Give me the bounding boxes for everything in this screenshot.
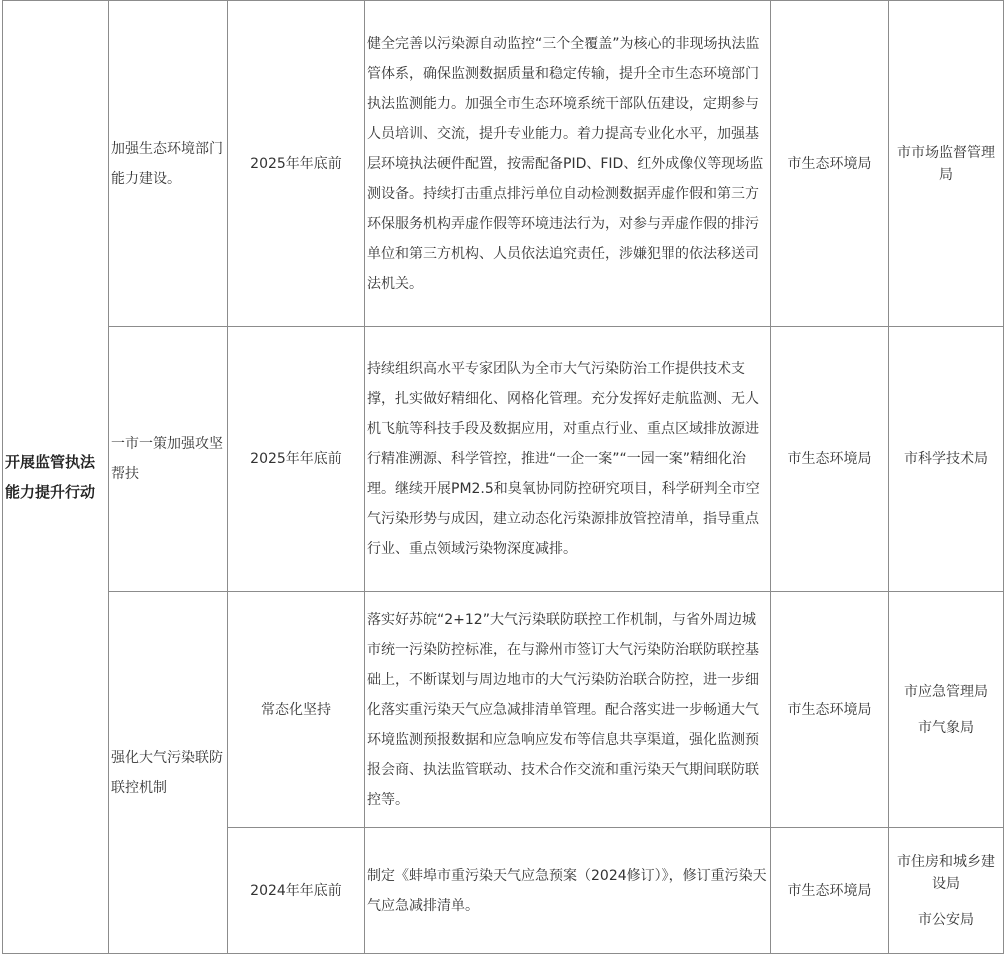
table-row	[3, 592, 1004, 828]
content-cell: 健全完善以污染源自动监控“三个全覆盖”为核心的非现场执法监管体系，确保监测数据质量和稳定传输，提升全市生态环境部门执法监测能力。加强全市生态环境系统干部队伍建设，定期参与人员培训、交流，提升专业能力。着力提高专业化水平，加强基层环境执法硬件配置，按需配备PID、FID、红外成像仪等现场监测设备。持续打击重点排污单位自动检测数据弄虚作假和第三方环保服务机构弄虚作假等环境违法行为，对参与弄虚作假的排污单位和第三方机构、人员依法追究责任，涉嫌犯罪的依法移送司法机关。	[365, 1, 771, 327]
deadline-cell: 2025年年底前	[228, 327, 365, 592]
coop-unit: 市公安局	[918, 911, 974, 928]
lead-unit-cell: 市生态环境局	[771, 828, 889, 954]
coop-unit: 市应急管理局	[904, 683, 988, 700]
task-cell: 强化大气污染联防联控机制	[109, 592, 228, 954]
category-cell: 开展监管执法能力提升行动	[3, 1, 109, 954]
table-row	[3, 327, 1004, 592]
lead-unit-cell: 市生态环境局	[771, 592, 889, 828]
deadline-cell: 2025年年底前	[228, 1, 365, 327]
action-table	[2, 0, 1004, 954]
lead-unit-cell: 市生态环境局	[771, 327, 889, 592]
coop-unit: 市气象局	[918, 719, 974, 736]
coop-unit: 市市场监督管理局	[897, 144, 995, 183]
table-row	[3, 1, 1004, 327]
lead-unit-cell: 市生态环境局	[771, 1, 889, 327]
content-cell: 制定《蚌埠市重污染天气应急预案（2024修订）》，修订重污染天气应急减排清单。	[365, 828, 771, 954]
content-cell: 持续组织高水平专家团队为全市大气污染防治工作提供技术支撑，扎实做好精细化、网格化管理。充分发挥好走航监测、无人机飞航等科技手段及数据应用，对重点行业、重点区域排放源进行精准溯源、科学管控，推进“一企一案”“一园一案”精细化治理。继续开展PM2.5和臭氧协同防控研究项目，科学研判全市空气污染形势与成因，建立动态化污染源排放管控清单，指导重点行业、重点领域污染物深度减排。	[365, 327, 771, 592]
coop-unit-cell	[889, 327, 1004, 592]
coop-unit: 市科学技术局	[904, 451, 988, 467]
task-cell: 加强生态环境部门能力建设。	[109, 1, 228, 327]
coop-unit-cell	[889, 828, 1004, 954]
deadline-cell: 2024年年底前	[228, 828, 365, 954]
task-cell: 一市一策加强攻坚帮扶	[109, 327, 228, 592]
content-cell: 落实好苏皖“2+12”大气污染联防联控工作机制，与省外周边城市统一污染防控标准，在与滁州市签订大气污染防治联防联控基础上，不断谋划与周边地市的大气污染防治联合防控，进一步细化落实重污染天气应急减排清单管理。配合落实进一步畅通大气环境监测预报数据和应急响应发布等信息共享渠道，强化监测预报会商、执法监管联动、技术合作交流和重污染天气期间联防联控等。	[365, 592, 771, 828]
coop-unit-cell	[889, 592, 1004, 828]
coop-unit: 市住房和城乡建设局	[897, 853, 995, 892]
coop-unit-cell	[889, 1, 1004, 327]
deadline-cell: 常态化坚持	[228, 592, 365, 828]
